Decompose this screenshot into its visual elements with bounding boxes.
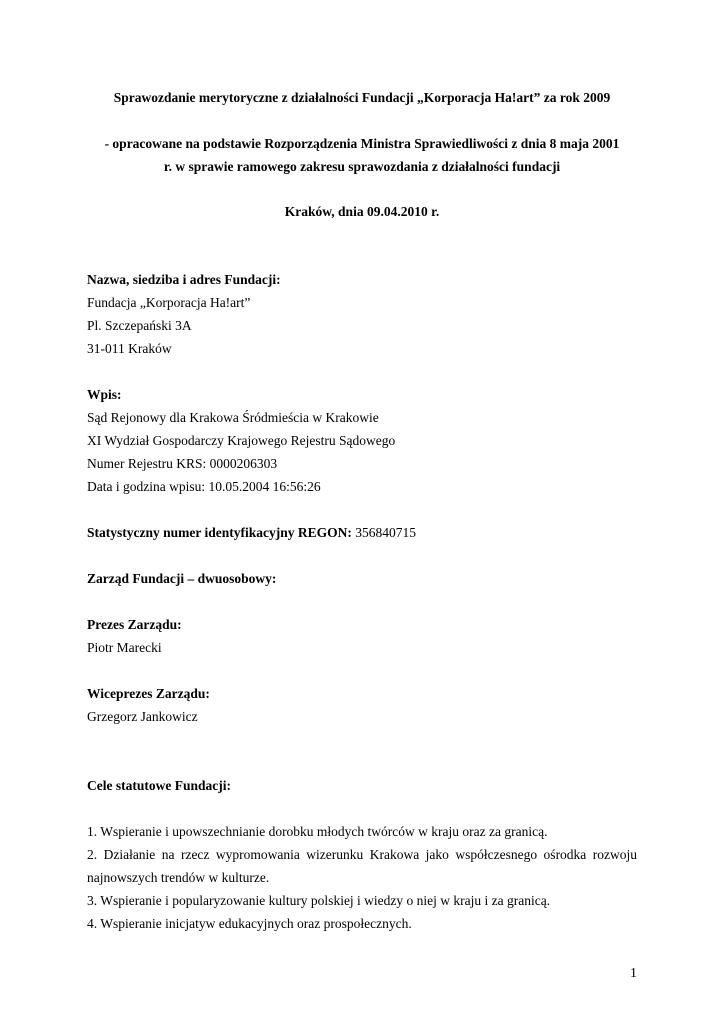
foundation-section: [87, 268, 637, 360]
regon-value: 356840715: [351, 525, 416, 540]
president-heading: Prezes Zarządu:: [87, 617, 182, 632]
vice-president-section: [87, 682, 637, 728]
president-name: Piotr Marecki: [87, 640, 162, 655]
regon-label: Statystyczny numer identyfikacyjny REGON:: [87, 525, 352, 540]
goal-item-1: 1. Wspieranie i upowszechnianie dorobku młodych twórców w kraju oraz za granicą.: [87, 824, 548, 839]
registration-heading: Wpis:: [87, 387, 122, 402]
foundation-city: 31-011 Kraków: [87, 341, 172, 356]
vice-president-heading: Wiceprezes Zarządu:: [87, 686, 210, 701]
regon-line: [87, 521, 637, 544]
foundation-heading: Nazwa, siedziba i adres Fundacji:: [87, 272, 281, 287]
goals-heading-section: [87, 774, 637, 797]
registration-date: Data i godzina wpisu: 10.05.2004 16:56:26: [87, 479, 321, 494]
subtitle-line-1: - opracowane na podstawie Rozporządzenia Ministra Sprawiedliwości z dnia 8 maja 2001: [104, 136, 620, 151]
registration-court: Sąd Rejonowy dla Krakowa Śródmieścia w Krakowie: [87, 410, 379, 425]
foundation-name: Fundacja „Korporacja Ha!art”: [87, 295, 251, 310]
regon-section: [87, 521, 637, 544]
goals-list: [87, 820, 637, 935]
subtitle-line-2: r. w sprawie ramowego zakresu sprawozdania z działalności fundacji: [163, 159, 561, 174]
goal-item-2-line-2: najnowszych trendów w kulturze.: [87, 870, 270, 885]
goal-item-3: 3. Wspieranie i popularyzowanie kultury polskiej i wiedzy o niej w kraju i za granicą.: [87, 893, 551, 908]
report-title: Sprawozdanie merytoryczne z działalności Fundacji „Korporacja Ha!art” za rok 2009: [113, 90, 611, 105]
registration-division: XI Wydział Gospodarczy Krajowego Rejestru Sądowego: [87, 433, 396, 448]
board-heading: Zarząd Fundacji – dwuosobowy:: [87, 571, 277, 586]
page-number: 1: [630, 966, 637, 981]
goal-item-4: 4. Wspieranie inicjatyw edukacyjnych oraz prospołecznych.: [87, 916, 412, 931]
board-section: [87, 567, 637, 590]
foundation-street: Pl. Szczepański 3A: [87, 318, 192, 333]
registration-section: [87, 383, 637, 498]
goals-heading: Cele statutowe Fundacji:: [87, 778, 231, 793]
vice-president-name: Grzegorz Jankowicz: [87, 709, 198, 724]
report-subtitle: [60, 132, 664, 178]
president-section: [87, 613, 637, 659]
goal-item-2-line-1: 2. Działanie na rzecz wypromowania wizerunku Krakowa jako współczesnego ośrodka rozwoju: [87, 847, 637, 862]
report-date: Kraków, dnia 09.04.2010 r.: [284, 204, 440, 219]
registration-krs: Numer Rejestru KRS: 0000206303: [87, 456, 278, 471]
